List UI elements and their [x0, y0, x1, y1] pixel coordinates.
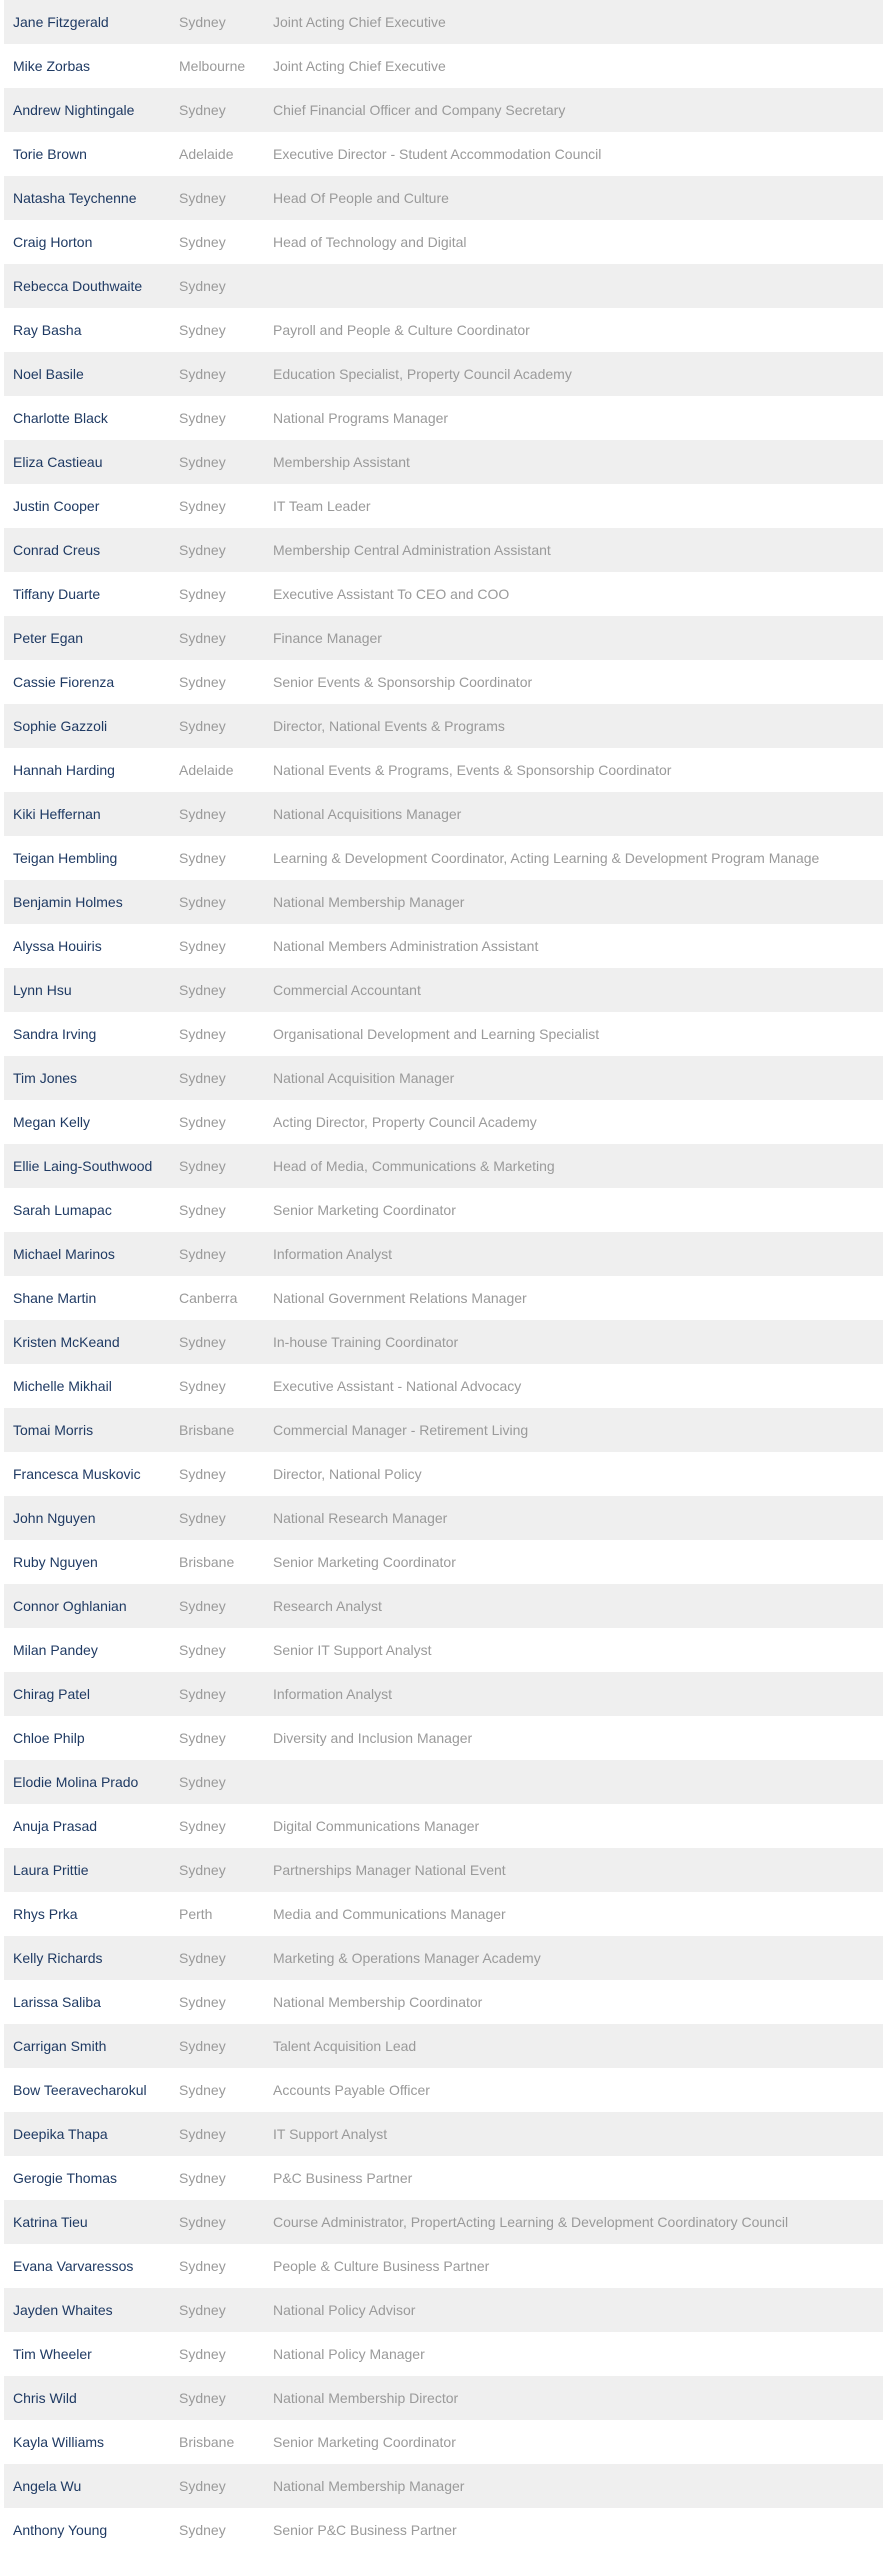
- staff-role: Commercial Manager - Retirement Living: [273, 1422, 529, 1438]
- staff-role: Director, National Events & Programs: [273, 718, 505, 734]
- staff-city: Sydney: [179, 1950, 226, 1966]
- staff-city: Adelaide: [179, 762, 234, 778]
- table-row: [4, 2464, 883, 2508]
- staff-role: National Members Administration Assistant: [273, 938, 539, 954]
- staff-city: Sydney: [179, 498, 226, 514]
- staff-role: Commercial Accountant: [273, 982, 421, 998]
- staff-city: Sydney: [179, 322, 226, 338]
- staff-name-link[interactable]: Deepika Thapa: [13, 2126, 108, 2142]
- table-row: [4, 1584, 883, 1628]
- staff-name-link[interactable]: Connor Oghlanian: [13, 1598, 127, 1614]
- staff-city: Sydney: [179, 982, 226, 998]
- table-row: [4, 616, 883, 660]
- table-row: [4, 748, 883, 792]
- staff-name-link[interactable]: Lynn Hsu: [13, 982, 72, 998]
- staff-city: Brisbane: [179, 2434, 235, 2450]
- staff-city: Sydney: [179, 1642, 226, 1658]
- staff-city: Sydney: [179, 1202, 226, 1218]
- staff-role: Finance Manager: [273, 630, 382, 646]
- staff-role: Organisational Development and Learning Specialist: [273, 1026, 600, 1042]
- staff-role: Head Of People and Culture: [273, 190, 449, 206]
- staff-role: Executive Assistant - National Advocacy: [273, 1378, 522, 1394]
- table-row: [4, 1452, 883, 1496]
- staff-city: Sydney: [179, 1246, 226, 1262]
- staff-name-link[interactable]: Ellie Laing-Southwood: [13, 1158, 153, 1174]
- staff-role: Marketing & Operations Manager Academy: [273, 1950, 541, 1966]
- staff-name-link[interactable]: Benjamin Holmes: [13, 894, 123, 910]
- table-row: [4, 2376, 883, 2420]
- table-row: [4, 968, 883, 1012]
- staff-role: Executive Director - Student Accommodation Council: [273, 146, 602, 162]
- table-row: [4, 1100, 883, 1144]
- staff-role: National Acquisition Manager: [273, 1070, 455, 1086]
- table-row: [4, 308, 883, 352]
- table-row: [4, 1980, 883, 2024]
- staff-city: Sydney: [179, 190, 226, 206]
- staff-role: In-house Training Coordinator: [273, 1334, 459, 1350]
- staff-city: Sydney: [179, 278, 226, 294]
- staff-role: Partnerships Manager National Event: [273, 1862, 506, 1878]
- table-row: [4, 2332, 883, 2376]
- staff-name-link[interactable]: Angela Wu: [13, 2478, 82, 2494]
- staff-role: Senior IT Support Analyst: [273, 1642, 432, 1658]
- staff-role: IT Team Leader: [273, 498, 371, 514]
- staff-name-link[interactable]: Teigan Hembling: [13, 850, 118, 866]
- staff-name-link[interactable]: Kiki Heffernan: [13, 806, 101, 822]
- staff-name-link[interactable]: Laura Prittie: [13, 1862, 89, 1878]
- staff-name-link[interactable]: Noel Basile: [13, 366, 84, 382]
- table-row: [4, 660, 883, 704]
- table-row: [4, 1496, 883, 1540]
- table-row: [4, 88, 883, 132]
- table-row: [4, 264, 883, 308]
- staff-role: National Policy Manager: [273, 2346, 425, 2362]
- table-row: [4, 1188, 883, 1232]
- table-row: [4, 2068, 883, 2112]
- staff-city: Sydney: [179, 894, 226, 910]
- staff-name-link[interactable]: Alyssa Houiris: [13, 938, 102, 954]
- table-row: [4, 1540, 883, 1584]
- staff-role: Membership Assistant: [273, 454, 410, 470]
- table-row: [4, 924, 883, 968]
- staff-role: Research Analyst: [273, 1598, 382, 1614]
- staff-city: Sydney: [179, 1730, 226, 1746]
- staff-city: Sydney: [179, 1070, 226, 1086]
- table-row: [4, 220, 883, 264]
- staff-city: Sydney: [179, 850, 226, 866]
- staff-name-link[interactable]: Natasha Teychenne: [13, 190, 137, 206]
- table-row: [4, 132, 883, 176]
- table-row: [4, 1760, 883, 1804]
- staff-city: Sydney: [179, 1994, 226, 2010]
- staff-name-link[interactable]: Sarah Lumapac: [13, 1202, 112, 1218]
- staff-role: Media and Communications Manager: [273, 1906, 506, 1922]
- table-row: [4, 792, 883, 836]
- staff-city: Sydney: [179, 410, 226, 426]
- staff-role: Senior P&C Business Partner: [273, 2522, 457, 2538]
- staff-name-link[interactable]: Gerogie Thomas: [13, 2170, 118, 2186]
- staff-role: Acting Director, Property Council Academy: [273, 1114, 537, 1130]
- table-row: [4, 1012, 883, 1056]
- staff-role: Diversity and Inclusion Manager: [273, 1730, 473, 1746]
- table-row: [4, 2288, 883, 2332]
- staff-city: Sydney: [179, 366, 226, 382]
- staff-name-link[interactable]: Peter Egan: [13, 630, 84, 646]
- staff-city: Sydney: [179, 2082, 226, 2098]
- staff-name-link[interactable]: Ruby Nguyen: [13, 1554, 98, 1570]
- staff-role: Education Specialist, Property Council Academy: [273, 366, 572, 382]
- staff-name-link[interactable]: Kayla Williams: [13, 2434, 105, 2450]
- table-row: [4, 836, 883, 880]
- staff-city: Sydney: [179, 630, 226, 646]
- staff-name-link[interactable]: Jayden Whaites: [13, 2302, 113, 2318]
- staff-role: National Membership Coordinator: [273, 1994, 483, 2010]
- table-row: [4, 1936, 883, 1980]
- staff-city: Sydney: [179, 2126, 226, 2142]
- staff-role: National Government Relations Manager: [273, 1290, 527, 1306]
- staff-city: Sydney: [179, 674, 226, 690]
- table-row: [4, 1408, 883, 1452]
- table-row: [4, 704, 883, 748]
- staff-role: Joint Acting Chief Executive: [273, 14, 446, 30]
- staff-name-link[interactable]: Michael Marinos: [13, 1246, 115, 1262]
- staff-city: Sydney: [179, 234, 226, 250]
- staff-role: National Membership Director: [273, 2390, 459, 2406]
- staff-city: Sydney: [179, 2170, 226, 2186]
- staff-name-link[interactable]: Anuja Prasad: [13, 1818, 98, 1834]
- staff-role: Joint Acting Chief Executive: [273, 58, 446, 74]
- staff-name-link[interactable]: Tomai Morris: [13, 1422, 94, 1438]
- staff-name-link[interactable]: Ray Basha: [13, 322, 82, 338]
- staff-city: Sydney: [179, 2346, 226, 2362]
- table-row: [4, 880, 883, 924]
- staff-name-link[interactable]: Shane Martin: [13, 1290, 97, 1306]
- staff-role: National Programs Manager: [273, 410, 449, 426]
- staff-name-link[interactable]: Sandra Irving: [13, 1026, 97, 1042]
- staff-role: Executive Assistant To CEO and COO: [273, 586, 510, 602]
- staff-city: Brisbane: [179, 1422, 235, 1438]
- staff-city: Sydney: [179, 1158, 226, 1174]
- staff-name-link[interactable]: Tiffany Duarte: [13, 586, 101, 602]
- staff-role: Accounts Payable Officer: [273, 2082, 430, 2098]
- table-row: [4, 2244, 883, 2288]
- staff-name-link[interactable]: Anthony Young: [13, 2522, 108, 2538]
- table-row: [4, 440, 883, 484]
- staff-city: Sydney: [179, 1510, 226, 1526]
- staff-name-link[interactable]: Milan Pandey: [13, 1642, 98, 1658]
- table-row: [4, 1672, 883, 1716]
- staff-name-link[interactable]: Kelly Richards: [13, 1950, 103, 1966]
- table-row: [4, 0, 883, 44]
- staff-name-link[interactable]: Tim Wheeler: [13, 2346, 92, 2362]
- staff-city: Canberra: [179, 1290, 238, 1306]
- staff-city: Sydney: [179, 2258, 226, 2274]
- staff-role: Information Analyst: [273, 1686, 393, 1702]
- staff-city: Sydney: [179, 1818, 226, 1834]
- table-row: [4, 1276, 883, 1320]
- staff-city: Sydney: [179, 1686, 226, 1702]
- staff-city: Sydney: [179, 2522, 226, 2538]
- staff-name-link[interactable]: Charlotte Black: [13, 410, 108, 426]
- staff-name-link[interactable]: Carrigan Smith: [13, 2038, 107, 2054]
- table-row: [4, 1056, 883, 1100]
- staff-role: Membership Central Administration Assistant: [273, 542, 551, 558]
- staff-city: Melbourne: [179, 58, 246, 74]
- staff-role: People & Culture Business Partner: [273, 2258, 490, 2274]
- staff-role: Director, National Policy: [273, 1466, 422, 1482]
- table-row: [4, 176, 883, 220]
- staff-city: Sydney: [179, 2302, 226, 2318]
- table-row: [4, 396, 883, 440]
- staff-role: Senior Marketing Coordinator: [273, 1554, 456, 1570]
- staff-city: Sydney: [179, 806, 226, 822]
- staff-name-link[interactable]: Hannah Harding: [13, 762, 115, 778]
- staff-role: Payroll and People & Culture Coordinator: [273, 322, 530, 338]
- staff-name-link[interactable]: Craig Horton: [13, 234, 93, 250]
- staff-city: Sydney: [179, 1598, 226, 1614]
- staff-role: IT Support Analyst: [273, 2126, 388, 2142]
- staff-city: Adelaide: [179, 146, 234, 162]
- staff-name-link[interactable]: Justin Cooper: [13, 498, 100, 514]
- staff-role: Digital Communications Manager: [273, 1818, 480, 1834]
- staff-city: Sydney: [179, 1466, 226, 1482]
- staff-role: Course Administrator, PropertActing Learning & Development Coordinatory Council: [273, 2214, 789, 2230]
- table-row: [4, 1628, 883, 1672]
- staff-city: Perth: [179, 1906, 213, 1922]
- staff-role: National Research Manager: [273, 1510, 448, 1526]
- staff-city: Sydney: [179, 1378, 226, 1394]
- staff-name-link[interactable]: Eliza Castieau: [13, 454, 103, 470]
- table-row: [4, 2024, 883, 2068]
- staff-role: National Policy Advisor: [273, 2302, 416, 2318]
- staff-city: Sydney: [179, 102, 226, 118]
- table-row: [4, 1144, 883, 1188]
- staff-name-link[interactable]: Sophie Gazzoli: [13, 718, 108, 734]
- staff-city: Sydney: [179, 14, 226, 30]
- staff-role: Talent Acquisition Lead: [273, 2038, 417, 2054]
- staff-name-link[interactable]: Jane Fitzgerald: [13, 14, 109, 30]
- staff-name-link[interactable]: Larissa Saliba: [13, 1994, 101, 2010]
- staff-role: P&C Business Partner: [273, 2170, 413, 2186]
- table-row: [4, 1804, 883, 1848]
- table-row: [4, 2508, 883, 2552]
- staff-role: Head of Technology and Digital: [273, 234, 467, 250]
- staff-role: Head of Media, Communications & Marketing: [273, 1158, 555, 1174]
- staff-role: Chief Financial Officer and Company Secretary: [273, 102, 566, 118]
- table-row: [4, 1320, 883, 1364]
- staff-name-link[interactable]: Kristen McKeand: [13, 1334, 120, 1350]
- staff-role: Learning & Development Coordinator, Acting Learning & Development Program Manage: [273, 850, 820, 866]
- staff-city: Sydney: [179, 542, 226, 558]
- staff-name-link[interactable]: Elodie Molina Prado: [13, 1774, 139, 1790]
- staff-name-link[interactable]: Bow Teeravecharokul: [13, 2082, 147, 2098]
- table-row: [4, 352, 883, 396]
- table-row: [4, 1892, 883, 1936]
- staff-city: Brisbane: [179, 1554, 235, 1570]
- table-row: [4, 2200, 883, 2244]
- table-row: [4, 484, 883, 528]
- staff-name-link[interactable]: Rebecca Douthwaite: [13, 278, 143, 294]
- table-row: [4, 1716, 883, 1760]
- table-row: [4, 44, 883, 88]
- staff-name-link[interactable]: John Nguyen: [13, 1510, 96, 1526]
- staff-role: National Events & Programs, Events & Sponsorship Coordinator: [273, 762, 672, 778]
- table-row: [4, 2420, 883, 2464]
- staff-city: Sydney: [179, 1334, 226, 1350]
- staff-name-link[interactable]: Cassie Fiorenza: [13, 674, 115, 690]
- staff-role: Senior Marketing Coordinator: [273, 1202, 456, 1218]
- staff-role: National Membership Manager: [273, 2478, 465, 2494]
- staff-city: Sydney: [179, 1862, 226, 1878]
- staff-city: Sydney: [179, 2038, 226, 2054]
- table-row: [4, 2156, 883, 2200]
- staff-name-link[interactable]: Conrad Creus: [13, 542, 101, 558]
- staff-role: Senior Events & Sponsorship Coordinator: [273, 674, 533, 690]
- staff-city: Sydney: [179, 2478, 226, 2494]
- staff-city: Sydney: [179, 454, 226, 470]
- staff-name-link[interactable]: Michelle Mikhail: [13, 1378, 112, 1394]
- staff-name-link[interactable]: Chirag Patel: [13, 1686, 91, 1702]
- staff-role: National Acquisitions Manager: [273, 806, 462, 822]
- table-row: [4, 1232, 883, 1276]
- staff-name-link[interactable]: Chris Wild: [13, 2390, 77, 2406]
- staff-city: Sydney: [179, 1114, 226, 1130]
- staff-role: Information Analyst: [273, 1246, 393, 1262]
- staff-city: Sydney: [179, 718, 226, 734]
- staff-name-link[interactable]: Tim Jones: [13, 1070, 78, 1086]
- staff-name-link[interactable]: Rhys Prka: [13, 1906, 78, 1922]
- staff-role: National Membership Manager: [273, 894, 465, 910]
- table-row: [4, 528, 883, 572]
- staff-city: Sydney: [179, 1026, 226, 1042]
- staff-role: Senior Marketing Coordinator: [273, 2434, 456, 2450]
- staff-name-link[interactable]: Andrew Nightingale: [13, 102, 135, 118]
- staff-name-link[interactable]: Mike Zorbas: [13, 58, 91, 74]
- staff-name-link[interactable]: Torie Brown: [13, 146, 87, 162]
- staff-directory-table: [4, 0, 883, 2552]
- staff-name-link[interactable]: Francesca Muskovic: [13, 1466, 141, 1482]
- table-row: [4, 1848, 883, 1892]
- table-row: [4, 572, 883, 616]
- staff-city: Sydney: [179, 1774, 226, 1790]
- staff-name-link[interactable]: Megan Kelly: [13, 1114, 91, 1130]
- staff-name-link[interactable]: Chloe Philp: [13, 1730, 85, 1746]
- staff-city: Sydney: [179, 586, 226, 602]
- staff-city: Sydney: [179, 938, 226, 954]
- table-row: [4, 1364, 883, 1408]
- staff-city: Sydney: [179, 2214, 226, 2230]
- staff-city: Sydney: [179, 2390, 226, 2406]
- staff-name-link[interactable]: Evana Varvaressos: [13, 2258, 134, 2274]
- table-row: [4, 2112, 883, 2156]
- staff-name-link[interactable]: Katrina Tieu: [13, 2214, 88, 2230]
